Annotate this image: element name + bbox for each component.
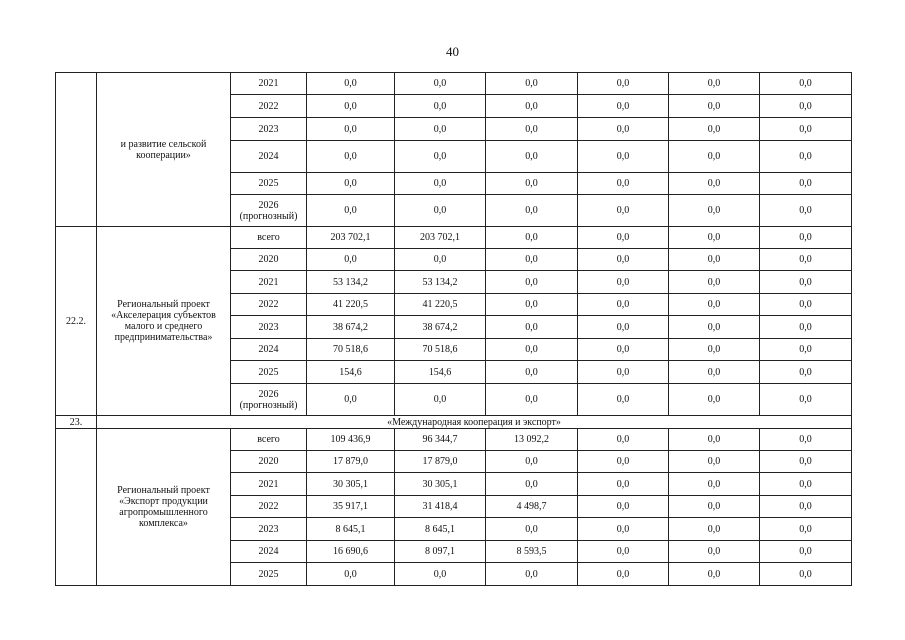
table-row — [56, 416, 852, 429]
value-cell: 0,0 — [307, 195, 395, 227]
value-cell: 0,0 — [307, 173, 395, 195]
year-cell: 2021 — [231, 271, 307, 294]
value-cell: 203 702,1 — [307, 227, 395, 249]
value-cell: 0,0 — [760, 173, 852, 195]
value-cell: 0,0 — [578, 361, 669, 384]
year-cell: 2025 — [231, 361, 307, 384]
value-cell: 0,0 — [395, 141, 486, 173]
year-cell: всего — [231, 429, 307, 451]
value-cell: 0,0 — [486, 563, 578, 586]
year-cell: 2026 (прогнозный) — [231, 384, 307, 416]
value-cell: 0,0 — [760, 541, 852, 563]
value-cell: 0,0 — [307, 563, 395, 586]
value-cell: 8 645,1 — [307, 518, 395, 541]
value-cell: 0,0 — [669, 195, 760, 227]
value-cell: 0,0 — [669, 316, 760, 339]
value-cell: 17 879,0 — [395, 451, 486, 473]
value-cell: 35 917,1 — [307, 496, 395, 518]
year-cell: 2021 — [231, 473, 307, 496]
page-number: 40 — [446, 44, 459, 59]
value-cell: 0,0 — [578, 95, 669, 118]
value-cell: 0,0 — [669, 73, 760, 95]
value-cell: 0,0 — [578, 339, 669, 361]
value-cell: 0,0 — [578, 294, 669, 316]
value-cell: 0,0 — [669, 339, 760, 361]
value-cell: 0,0 — [578, 249, 669, 271]
value-cell: 0,0 — [395, 118, 486, 141]
value-cell: 0,0 — [578, 518, 669, 541]
value-cell: 0,0 — [307, 118, 395, 141]
year-cell: всего — [231, 227, 307, 249]
value-cell: 0,0 — [307, 384, 395, 416]
value-cell: 0,0 — [578, 496, 669, 518]
value-cell: 8 097,1 — [395, 541, 486, 563]
value-cell: 30 305,1 — [307, 473, 395, 496]
value-cell: 8 645,1 — [395, 518, 486, 541]
value-cell: 0,0 — [578, 118, 669, 141]
value-cell: 0,0 — [578, 384, 669, 416]
year-cell: 2025 — [231, 563, 307, 586]
value-cell: 0,0 — [760, 95, 852, 118]
value-cell: 0,0 — [395, 73, 486, 95]
value-cell: 0,0 — [669, 473, 760, 496]
year-cell: 2023 — [231, 316, 307, 339]
value-cell: 0,0 — [486, 316, 578, 339]
year-cell: 2023 — [231, 518, 307, 541]
value-cell: 0,0 — [307, 141, 395, 173]
value-cell: 0,0 — [395, 195, 486, 227]
value-cell: 0,0 — [669, 141, 760, 173]
value-cell: 0,0 — [760, 451, 852, 473]
value-cell: 0,0 — [760, 73, 852, 95]
value-cell: 0,0 — [486, 294, 578, 316]
value-cell: 17 879,0 — [307, 451, 395, 473]
value-cell: 0,0 — [760, 294, 852, 316]
value-cell: 0,0 — [760, 141, 852, 173]
value-cell: 0,0 — [760, 249, 852, 271]
value-cell: 0,0 — [760, 563, 852, 586]
value-cell: 30 305,1 — [395, 473, 486, 496]
value-cell: 0,0 — [395, 173, 486, 195]
value-cell: 0,0 — [395, 563, 486, 586]
year-cell: 2022 — [231, 95, 307, 118]
value-cell: 38 674,2 — [307, 316, 395, 339]
value-cell: 0,0 — [578, 195, 669, 227]
value-cell: 0,0 — [669, 518, 760, 541]
value-cell: 0,0 — [486, 249, 578, 271]
year-cell: 2021 — [231, 73, 307, 95]
value-cell: 0,0 — [760, 316, 852, 339]
value-cell: 0,0 — [669, 118, 760, 141]
value-cell: 0,0 — [669, 227, 760, 249]
program-name: и развитие сельской кооперации» — [97, 73, 231, 227]
value-cell: 0,0 — [669, 496, 760, 518]
value-cell: 0,0 — [669, 451, 760, 473]
year-cell: 2024 — [231, 541, 307, 563]
value-cell: 0,0 — [578, 173, 669, 195]
value-cell: 41 220,5 — [395, 294, 486, 316]
value-cell: 38 674,2 — [395, 316, 486, 339]
value-cell: 109 436,9 — [307, 429, 395, 451]
value-cell: 0,0 — [760, 384, 852, 416]
value-cell: 0,0 — [760, 227, 852, 249]
value-cell: 0,0 — [669, 173, 760, 195]
value-cell: 0,0 — [669, 563, 760, 586]
value-cell: 0,0 — [578, 451, 669, 473]
table-row — [56, 429, 852, 451]
year-cell: 2022 — [231, 294, 307, 316]
value-cell: 0,0 — [486, 173, 578, 195]
value-cell: 16 690,6 — [307, 541, 395, 563]
section-title: «Международная кооперация и экспорт» — [97, 416, 852, 429]
value-cell: 0,0 — [760, 195, 852, 227]
year-cell: 2026 (прогнозный) — [231, 195, 307, 227]
value-cell: 0,0 — [578, 541, 669, 563]
value-cell: 0,0 — [578, 227, 669, 249]
table-row — [56, 73, 852, 95]
value-cell: 31 418,4 — [395, 496, 486, 518]
row-number — [56, 73, 97, 227]
value-cell: 0,0 — [486, 451, 578, 473]
value-cell: 0,0 — [578, 271, 669, 294]
value-cell: 0,0 — [669, 271, 760, 294]
value-cell: 0,0 — [669, 294, 760, 316]
value-cell: 0,0 — [486, 195, 578, 227]
value-cell: 0,0 — [760, 473, 852, 496]
value-cell: 0,0 — [486, 339, 578, 361]
budget-table — [55, 72, 852, 586]
value-cell: 0,0 — [578, 73, 669, 95]
value-cell: 53 134,2 — [307, 271, 395, 294]
value-cell: 0,0 — [578, 316, 669, 339]
value-cell: 203 702,1 — [395, 227, 486, 249]
value-cell: 0,0 — [395, 95, 486, 118]
year-cell: 2024 — [231, 141, 307, 173]
program-name: Региональный проект «Акселерация субъектов малого и среднего предпринимательства» — [97, 227, 231, 416]
value-cell: 0,0 — [669, 249, 760, 271]
value-cell: 0,0 — [486, 473, 578, 496]
value-cell: 0,0 — [486, 73, 578, 95]
value-cell: 0,0 — [669, 541, 760, 563]
value-cell: 0,0 — [486, 227, 578, 249]
value-cell: 53 134,2 — [395, 271, 486, 294]
year-cell: 2020 — [231, 451, 307, 473]
value-cell: 0,0 — [760, 429, 852, 451]
year-cell: 2024 — [231, 339, 307, 361]
row-number — [56, 429, 97, 586]
value-cell: 0,0 — [486, 95, 578, 118]
value-cell: 0,0 — [307, 95, 395, 118]
value-cell: 0,0 — [486, 361, 578, 384]
table-row — [56, 227, 852, 249]
value-cell: 13 092,2 — [486, 429, 578, 451]
value-cell: 0,0 — [486, 118, 578, 141]
value-cell: 154,6 — [395, 361, 486, 384]
value-cell: 0,0 — [669, 95, 760, 118]
value-cell: 0,0 — [486, 384, 578, 416]
year-cell: 2025 — [231, 173, 307, 195]
value-cell: 0,0 — [307, 73, 395, 95]
value-cell: 0,0 — [669, 384, 760, 416]
value-cell: 0,0 — [486, 141, 578, 173]
value-cell: 4 498,7 — [486, 496, 578, 518]
value-cell: 0,0 — [760, 496, 852, 518]
value-cell: 0,0 — [760, 339, 852, 361]
year-cell: 2020 — [231, 249, 307, 271]
value-cell: 0,0 — [486, 518, 578, 541]
year-cell: 2023 — [231, 118, 307, 141]
value-cell: 96 344,7 — [395, 429, 486, 451]
value-cell: 0,0 — [578, 473, 669, 496]
value-cell: 0,0 — [760, 518, 852, 541]
value-cell: 41 220,5 — [307, 294, 395, 316]
value-cell: 8 593,5 — [486, 541, 578, 563]
year-cell: 2022 — [231, 496, 307, 518]
row-number: 22.2. — [56, 227, 97, 416]
value-cell: 0,0 — [760, 118, 852, 141]
value-cell: 0,0 — [395, 249, 486, 271]
value-cell: 0,0 — [307, 249, 395, 271]
value-cell: 0,0 — [669, 429, 760, 451]
row-number: 23. — [56, 416, 97, 429]
value-cell: 0,0 — [486, 271, 578, 294]
value-cell: 0,0 — [760, 361, 852, 384]
program-name: Региональный проект «Экспорт продукции агропромышленного комплекса» — [97, 429, 231, 586]
value-cell: 70 518,6 — [307, 339, 395, 361]
value-cell: 0,0 — [578, 563, 669, 586]
value-cell: 0,0 — [578, 429, 669, 451]
value-cell: 154,6 — [307, 361, 395, 384]
value-cell: 0,0 — [760, 271, 852, 294]
value-cell: 70 518,6 — [395, 339, 486, 361]
value-cell: 0,0 — [578, 141, 669, 173]
value-cell: 0,0 — [395, 384, 486, 416]
value-cell: 0,0 — [669, 361, 760, 384]
